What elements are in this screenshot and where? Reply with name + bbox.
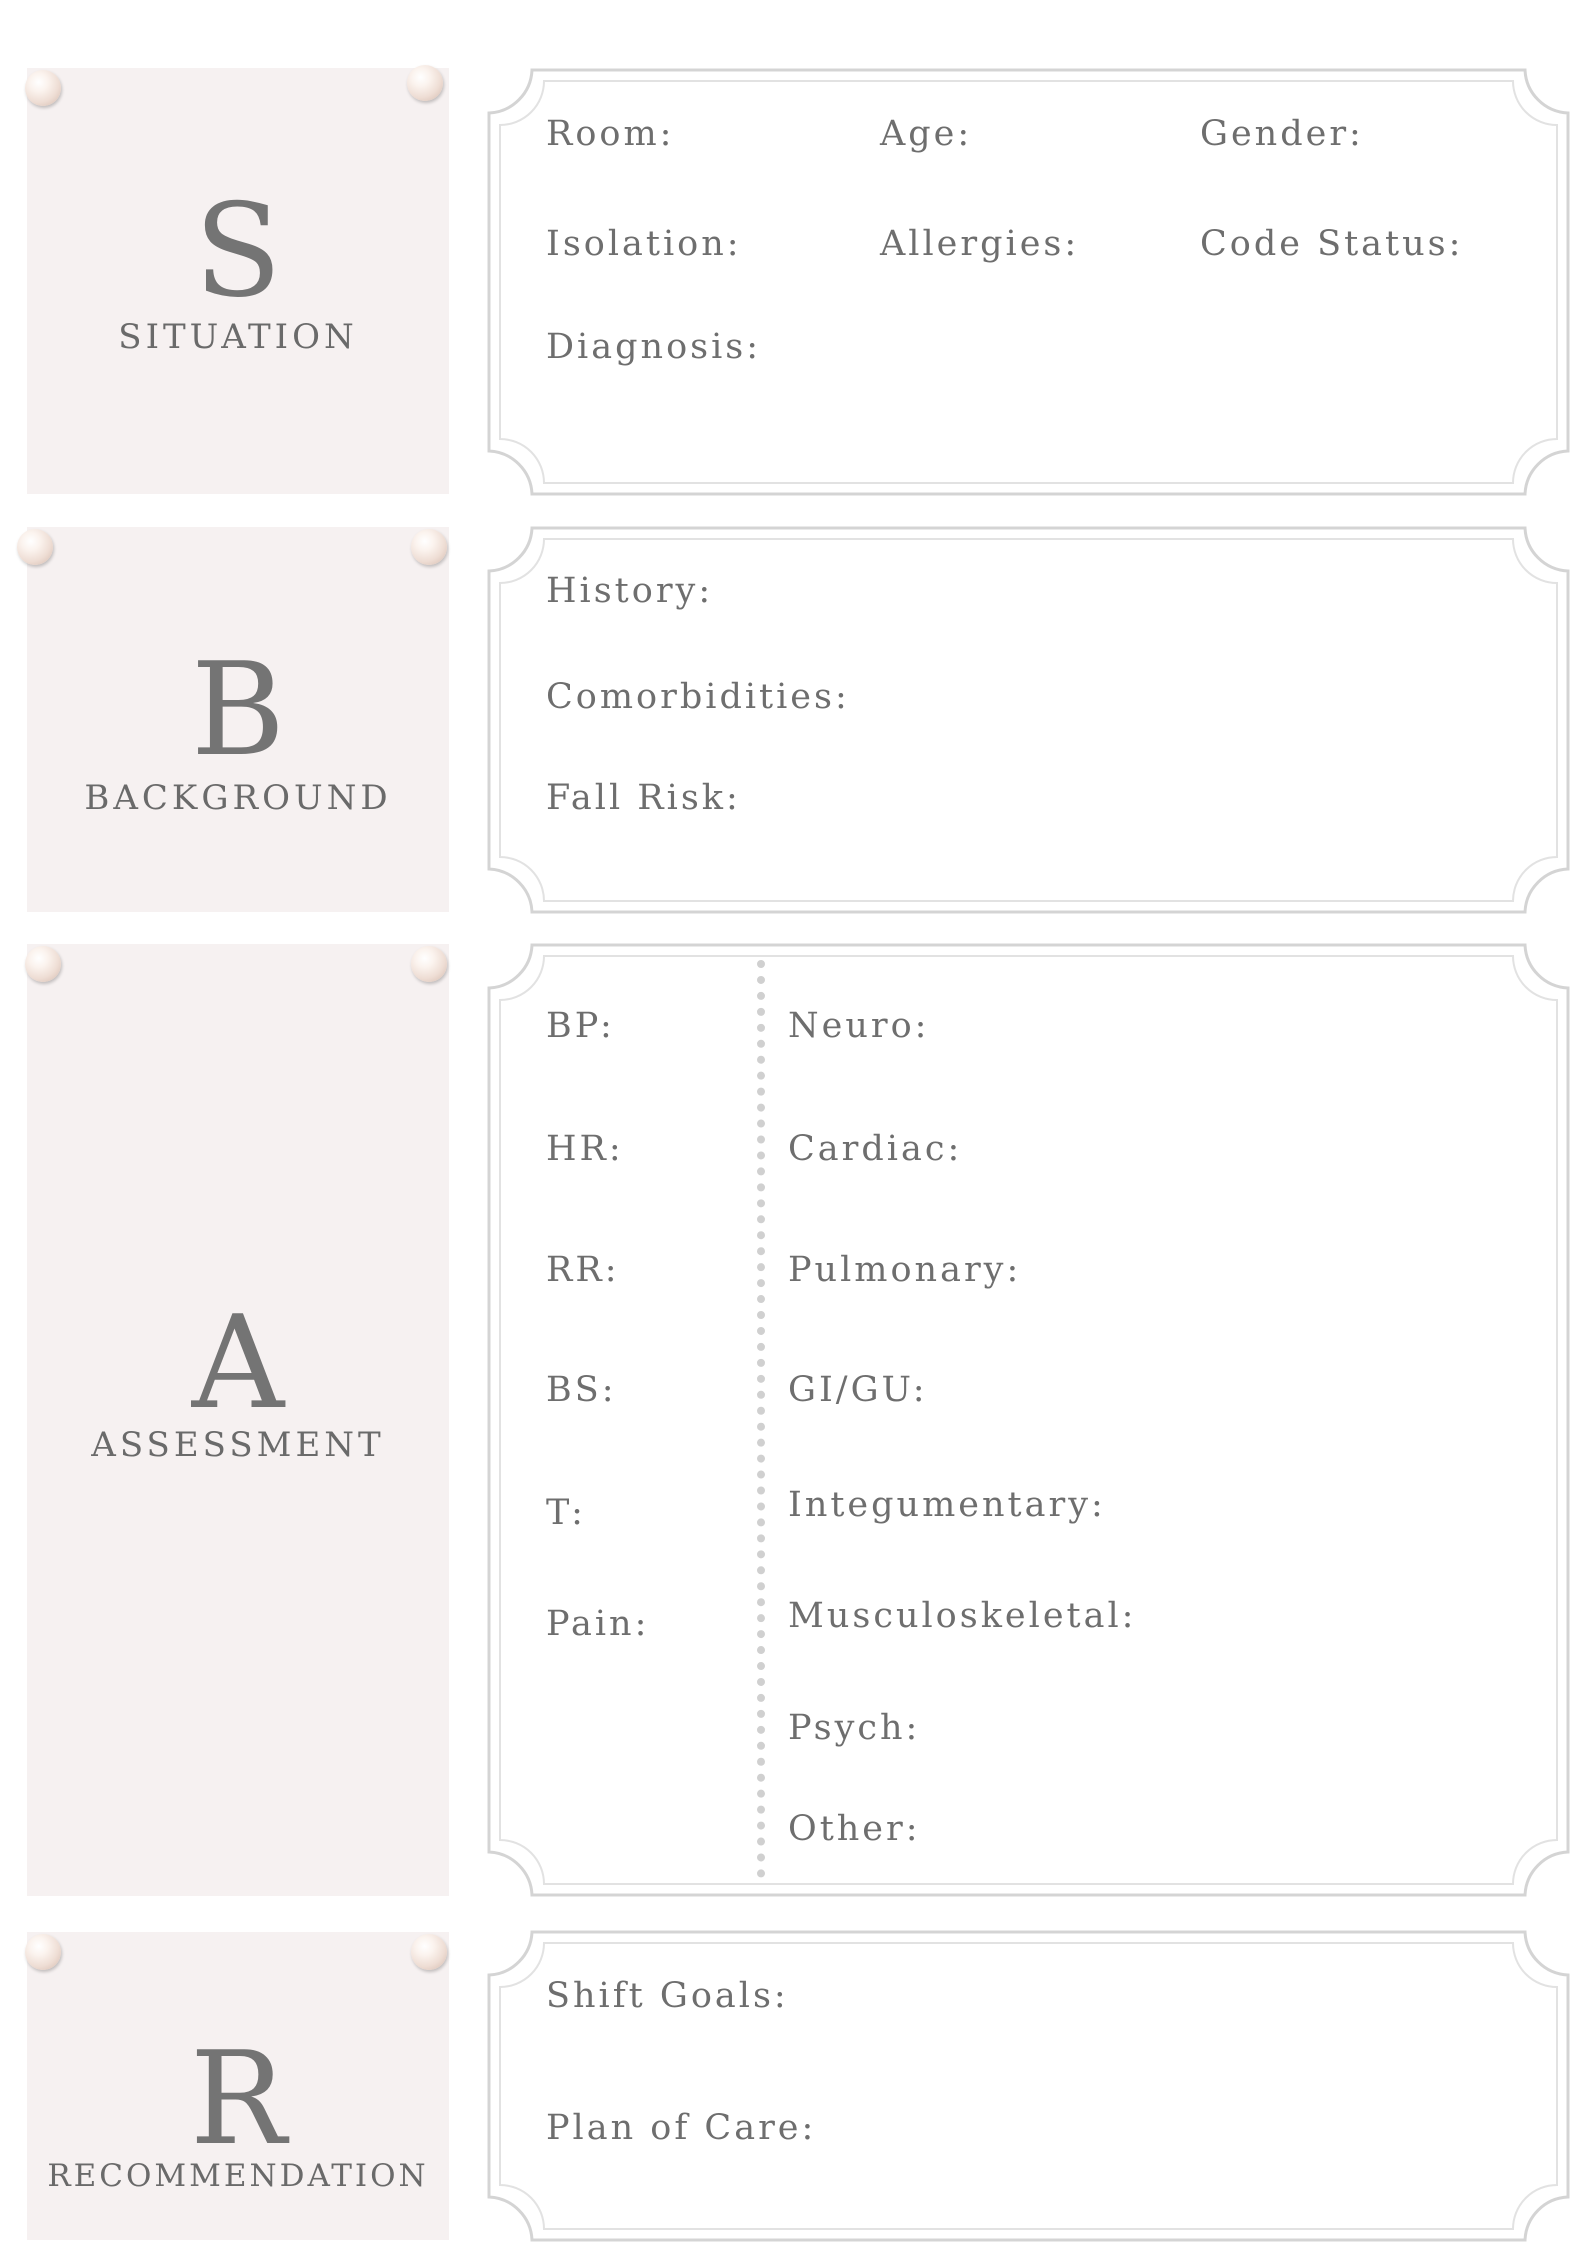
situation-tile [27,68,449,494]
background-title: BACKGROUND [84,778,392,818]
column-divider [757,960,765,1878]
comorbidities-field[interactable]: Comorbidities: [546,677,850,717]
frame-border [487,943,1570,1897]
allergies-field[interactable]: Allergies: [880,224,1080,264]
fall-risk-field[interactable]: Fall Risk: [546,778,741,818]
pushpin-icon [25,70,61,106]
pushpin-icon [411,1934,447,1970]
gender-field[interactable]: Gender: [1200,114,1364,154]
temperature-field[interactable]: T: [546,1493,586,1533]
shift-goals-field[interactable]: Shift Goals: [546,1976,789,2016]
age-field[interactable]: Age: [880,114,973,154]
pushpin-icon [25,946,61,982]
recommendation-title: RECOMMENDATION [47,2158,429,2194]
neuro-field[interactable]: Neuro: [788,1006,930,1046]
room-field[interactable]: Room: [546,114,675,154]
background-tile [27,527,449,912]
history-field[interactable]: History: [546,571,714,611]
bp-field[interactable]: BP: [546,1006,615,1046]
other-field[interactable]: Other: [788,1809,921,1849]
recommendation-tile [27,1932,449,2240]
bs-field[interactable]: BS: [546,1370,617,1410]
rr-field[interactable]: RR: [546,1250,620,1290]
code-status-field[interactable]: Code Status: [1200,224,1464,264]
diagnosis-field[interactable]: Diagnosis: [546,327,762,367]
isolation-field[interactable]: Isolation: [546,224,742,264]
plan-of-care-field[interactable]: Plan of Care: [546,2108,817,2148]
pushpin-icon [411,529,447,565]
background-letter: B [190,636,286,785]
assessment-letter: A [191,1289,285,1438]
cardiac-field[interactable]: Cardiac: [788,1129,963,1169]
psych-field[interactable]: Psych: [788,1708,921,1748]
assessment-panel [487,943,1570,1897]
musculoskeletal-field[interactable]: Musculoskeletal: [788,1596,1137,1636]
pulmonary-field[interactable]: Pulmonary: [788,1250,1022,1290]
pain-field[interactable]: Pain: [546,1604,650,1644]
recommendation-letter: R [189,2025,287,2174]
gi-gu-field[interactable]: GI/GU: [788,1370,928,1410]
assessment-tile [27,944,449,1896]
pushpin-icon [411,946,447,982]
situation-letter: S [194,177,282,326]
pushpin-icon [25,1934,61,1970]
hr-field[interactable]: HR: [546,1129,624,1169]
pushpin-icon [407,65,443,101]
situation-title: SITUATION [118,317,358,357]
pushpin-icon [17,529,53,565]
assessment-title: ASSESSMENT [91,1425,385,1465]
integumentary-field[interactable]: Integumentary: [788,1485,1106,1525]
